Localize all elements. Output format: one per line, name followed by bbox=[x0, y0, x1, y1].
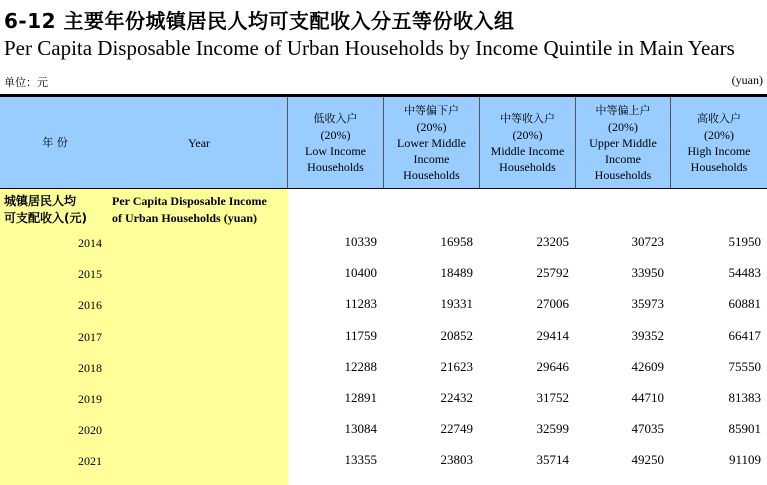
row-value-col-1: 13084 bbox=[344, 421, 377, 436]
row-value-col-4: 35973 bbox=[631, 296, 664, 311]
row-value-col-3: 29414 bbox=[536, 328, 569, 343]
section-label-zh-line1: 城镇居民人均 bbox=[4, 194, 77, 208]
row-year: 2016 bbox=[78, 298, 102, 312]
section-label-en-line2: of Urban Households (yuan) bbox=[112, 211, 258, 225]
row-value-col-5: 51950 bbox=[728, 234, 761, 249]
row-value-col-3: 23205 bbox=[536, 234, 569, 249]
row-value-col-2: 23803 bbox=[440, 452, 473, 467]
unit-label-english: (yuan) bbox=[731, 73, 763, 87]
header-column-1 bbox=[288, 97, 383, 188]
table-title-chinese: 6-12 主要年份城镇居民人均可支配收入分五等份收入组 bbox=[4, 9, 515, 33]
section-label-zh-line2: 可支配收入(元) bbox=[4, 211, 87, 225]
header-column-en1: Lower Middle bbox=[397, 135, 466, 150]
header-column-4 bbox=[576, 97, 670, 188]
row-year: 2015 bbox=[78, 267, 102, 281]
row-value-col-1: 10400 bbox=[344, 265, 377, 280]
header-year-en-text: Year bbox=[187, 135, 211, 150]
section-label-en-line1: Per Capita Disposable Income bbox=[112, 194, 267, 208]
row-value-col-2: 22749 bbox=[440, 421, 473, 436]
row-value-col-4: 44710 bbox=[631, 390, 664, 405]
table-row bbox=[0, 234, 767, 254]
header-column-en2: Income bbox=[605, 151, 641, 166]
section-label-english bbox=[112, 193, 288, 227]
header-column-en2: Households bbox=[499, 159, 556, 174]
header-column-en2: Households bbox=[690, 159, 748, 174]
row-value-col-5: 81383 bbox=[728, 390, 761, 405]
row-value-col-4: 33950 bbox=[631, 265, 664, 280]
header-column-en2: Income bbox=[413, 151, 450, 166]
row-value-col-1: 12891 bbox=[344, 390, 377, 405]
header-column-en3: Households bbox=[403, 167, 460, 182]
row-value-col-4: 49250 bbox=[631, 452, 664, 467]
row-value-col-4: 39352 bbox=[631, 328, 664, 343]
header-column-2 bbox=[384, 97, 479, 188]
header-column-zh: 中等偏下户 bbox=[404, 103, 459, 117]
row-value-col-4: 42609 bbox=[631, 359, 664, 374]
row-value-col-1: 11759 bbox=[344, 328, 377, 343]
row-value-col-3: 25792 bbox=[536, 265, 569, 280]
header-column-pct: (20%) bbox=[608, 119, 638, 134]
row-value-col-5: 91109 bbox=[728, 452, 761, 467]
row-value-col-3: 31752 bbox=[536, 390, 569, 405]
row-year: 2014 bbox=[78, 236, 102, 250]
row-value-col-3: 27006 bbox=[536, 296, 569, 311]
header-column-en1: High Income bbox=[687, 143, 751, 158]
table-row bbox=[0, 359, 767, 379]
row-year: 2020 bbox=[78, 423, 102, 437]
row-value-col-1: 13355 bbox=[344, 452, 377, 467]
header-column-en1: Low Income bbox=[305, 143, 366, 158]
row-value-col-5: 54483 bbox=[728, 265, 761, 280]
row-value-col-2: 16958 bbox=[440, 234, 473, 249]
table-title-english: Per Capita Disposable Income of Urban Households by Income Quintile in Main Years bbox=[4, 36, 735, 60]
header-column-pct: (20%) bbox=[416, 119, 447, 134]
table-row bbox=[0, 296, 767, 316]
row-value-col-2: 19331 bbox=[440, 296, 473, 311]
row-year: 2018 bbox=[78, 361, 102, 375]
table-header bbox=[0, 97, 767, 189]
row-value-col-2: 22432 bbox=[440, 390, 473, 405]
table-row bbox=[0, 390, 767, 410]
row-value-col-2: 18489 bbox=[440, 265, 473, 280]
row-year: 2019 bbox=[78, 392, 102, 406]
row-value-col-4: 30723 bbox=[631, 234, 664, 249]
row-value-col-2: 20852 bbox=[440, 328, 473, 343]
row-value-col-1: 12288 bbox=[344, 359, 377, 374]
row-value-col-1: 10339 bbox=[344, 234, 377, 249]
header-column-pct: (20%) bbox=[320, 127, 351, 142]
header-column-en1: Upper Middle bbox=[589, 135, 657, 150]
header-year-chinese bbox=[0, 97, 110, 188]
row-value-col-4: 47035 bbox=[631, 421, 664, 436]
header-column-zh: 中等偏上户 bbox=[595, 103, 651, 117]
header-column-5 bbox=[671, 97, 767, 188]
row-value-col-3: 29646 bbox=[536, 359, 569, 374]
header-column-zh: 中等收入户 bbox=[500, 111, 555, 125]
header-year-zh-text: 年 份 bbox=[42, 135, 68, 149]
row-value-col-5: 66417 bbox=[728, 328, 761, 343]
row-value-col-3: 32599 bbox=[536, 421, 569, 436]
row-value-col-2: 21623 bbox=[440, 359, 473, 374]
row-value-col-5: 85901 bbox=[728, 421, 761, 436]
row-value-col-5: 60881 bbox=[728, 296, 761, 311]
row-value-col-1: 11283 bbox=[344, 296, 377, 311]
header-column-en3: Households bbox=[594, 167, 652, 182]
header-column-en2: Households bbox=[307, 159, 364, 174]
unit-label-chinese: 单位：元 bbox=[4, 76, 48, 89]
table-row bbox=[0, 452, 767, 472]
header-column-zh: 高收入户 bbox=[697, 111, 741, 125]
header-column-zh: 低收入户 bbox=[313, 111, 358, 125]
row-year: 2017 bbox=[78, 330, 102, 344]
section-label-chinese bbox=[4, 193, 108, 227]
header-column-en1: Middle Income bbox=[490, 143, 565, 158]
header-column-pct: (20%) bbox=[704, 127, 734, 142]
row-year: 2021 bbox=[78, 454, 102, 468]
header-column-3 bbox=[480, 97, 575, 188]
table-row bbox=[0, 265, 767, 285]
row-value-col-5: 75550 bbox=[728, 359, 761, 374]
row-value-col-3: 35714 bbox=[536, 452, 569, 467]
header-year-english bbox=[110, 97, 288, 188]
header-column-pct: (20%) bbox=[512, 127, 543, 142]
table-row bbox=[0, 421, 767, 441]
table-row bbox=[0, 328, 767, 348]
